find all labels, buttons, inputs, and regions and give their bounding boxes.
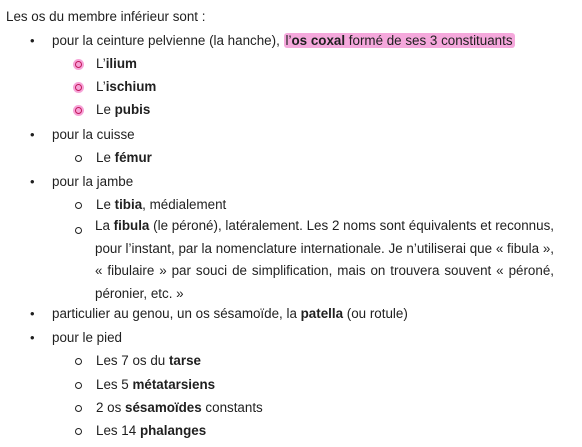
- bullet: •: [30, 127, 35, 142]
- list-item: L’ilium: [96, 56, 137, 71]
- list-item: Les 7 os du tarse: [96, 353, 201, 368]
- list-item: 2 os sésamoïdes constants: [96, 400, 263, 415]
- bullet: •: [30, 33, 35, 48]
- circle-bullet: [75, 428, 82, 435]
- circle-bullet-highlighted: [75, 107, 82, 114]
- highlight-os-coxal: l’os coxal formé de ses 3 constituants: [285, 33, 513, 48]
- list-item: Les 14 phalanges: [96, 423, 207, 438]
- pied-line: pour le pied: [52, 330, 122, 345]
- list-item: Le pubis: [96, 102, 151, 117]
- circle-bullet: [75, 382, 82, 389]
- circle-bullet: [75, 155, 82, 162]
- cuisse-line: pour la cuisse: [52, 127, 135, 142]
- list-item: Les 5 métatarsiens: [96, 377, 216, 392]
- bullet: •: [30, 330, 35, 345]
- genou-line: particulier au genou, un os sésamoïde, la patella (ou rotule): [52, 306, 408, 321]
- circle-bullet: [75, 358, 82, 365]
- ceinture-line: [52, 32, 515, 50]
- circle-bullet-highlighted: [75, 61, 82, 68]
- circle-bullet: [75, 202, 82, 209]
- list-item: Le fémur: [96, 150, 152, 165]
- ceinture-text: pour la ceinture pelvienne (la hanche),: [52, 33, 284, 48]
- list-item-tibia: Le tibia, médialement: [96, 197, 227, 212]
- jambe-line: pour la jambe: [52, 174, 134, 189]
- list-item-fibula: La fibula (le péroné), latéralement. Les 2 noms sont équivalents et reconnus, pour l’instant, par la nomenclature internationale. Je n’utiliserai que « fibula », « fibulaire » par souci de simplification, mais on trouvera souvent « péroné, péronier, etc. »: [95, 218, 554, 301]
- circle-bullet: [75, 405, 82, 412]
- bullet: •: [30, 306, 35, 321]
- bullet: •: [30, 174, 35, 189]
- circle-bullet: [75, 227, 82, 234]
- circle-bullet-highlighted: [75, 84, 82, 91]
- intro-line: Les os du membre inférieur sont :: [6, 9, 206, 24]
- list-item: L’ischium: [96, 79, 157, 94]
